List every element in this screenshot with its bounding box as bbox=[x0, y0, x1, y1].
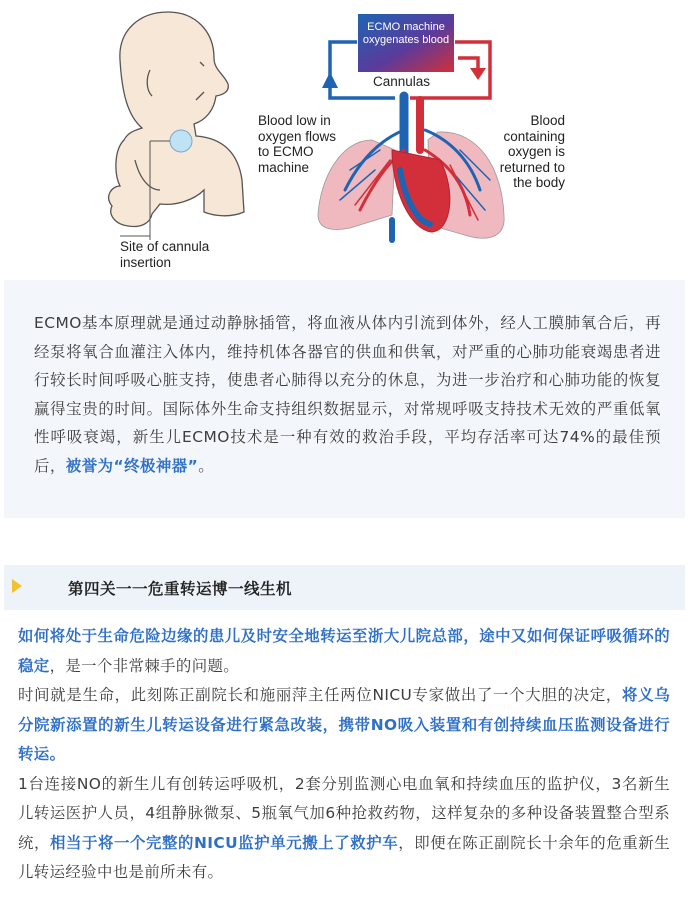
paragraph-2-text: 时间就是生命，此刻陈正副院长和施丽萍主任两位NICU专家做出了一个大胆的决定， bbox=[18, 686, 622, 704]
cannula-site-circle bbox=[170, 130, 192, 152]
paragraph-3-highlight: 相当于将一个完整的NICU监护单元搬上了救护车 bbox=[50, 833, 399, 852]
cannulas-label: Cannulas bbox=[373, 74, 431, 89]
intro-text: ECMO基本原理就是通过动静脉插管，将血液从体内引流到体外，经人工膜肺氧合后，再经泵将氧合血灌注入体内，维持机体各器官的供血和供氧，对严重的心肺功能衰竭患者进行较长时间呼吸心脏支持，使患者心肺得以充分的休息，为进一步治疗和心肺功能的恢复赢得宝贵的时间。国际体外生命支持组织数据显示，对常规呼吸支持技术无效的严重低氧性呼吸衰竭，新生儿ECMO技术是一种有效的救治手段，平均存活率可达74%的最佳预后， bbox=[34, 314, 661, 475]
paragraph-2 bbox=[18, 681, 670, 770]
cannula-site-label: Site of cannula insertion bbox=[120, 239, 210, 270]
blood-low-oxygen-label: Blood low in oxygen flows to ECMO machine bbox=[258, 113, 337, 175]
ecmo-illustration bbox=[0, 0, 688, 275]
paragraph-1-text: ，是一个非常棘手的问题。 bbox=[49, 656, 240, 675]
paragraph-2-highlight: 将义乌分院新添置的新生儿转运设备进行紧急改装，携带NO吸入装置和有创持续血压监测设备进行转运。 bbox=[18, 686, 671, 763]
paragraph-3 bbox=[18, 770, 670, 888]
blood-oxygen-returned-label: Blood containing oxygen is returned to the body bbox=[499, 113, 565, 190]
paragraph-3-text: 1台连接NO的新生儿有创转运呼吸机，2套分别监测心电血氧和持续血压的监护仪，3名新生儿转运医护人员，4组静脉微泵、5瓶氧气加6种抢救药物，这样复杂的多种设备装置整合型系统， bbox=[18, 774, 670, 852]
intro-paragraph bbox=[34, 309, 661, 480]
paragraph-1-highlight: 如何将处于生命危险边缘的患儿及时安全地转运至浙大儿院总部，途中又如何保证呼吸循环的稳定 bbox=[18, 627, 670, 675]
section-title: 第四关一一危重转运博一线生机 bbox=[68, 580, 293, 598]
paragraph-1 bbox=[18, 622, 670, 681]
intro-block bbox=[4, 280, 685, 518]
paragraph-3-end: ，即便在陈正副院长十余年的危重新生儿转运经验中也是前所未有。 bbox=[18, 833, 670, 881]
section-heading bbox=[4, 565, 685, 610]
article-body bbox=[18, 622, 670, 888]
ecmo-machine-label: ECMO machine oxygenates blood bbox=[362, 21, 450, 46]
triangle-bullet-icon bbox=[12, 579, 22, 593]
intro-highlight: 被誉为“终极神器” bbox=[65, 456, 199, 475]
intro-end: 。 bbox=[198, 456, 215, 475]
baby-drawing bbox=[109, 12, 244, 227]
